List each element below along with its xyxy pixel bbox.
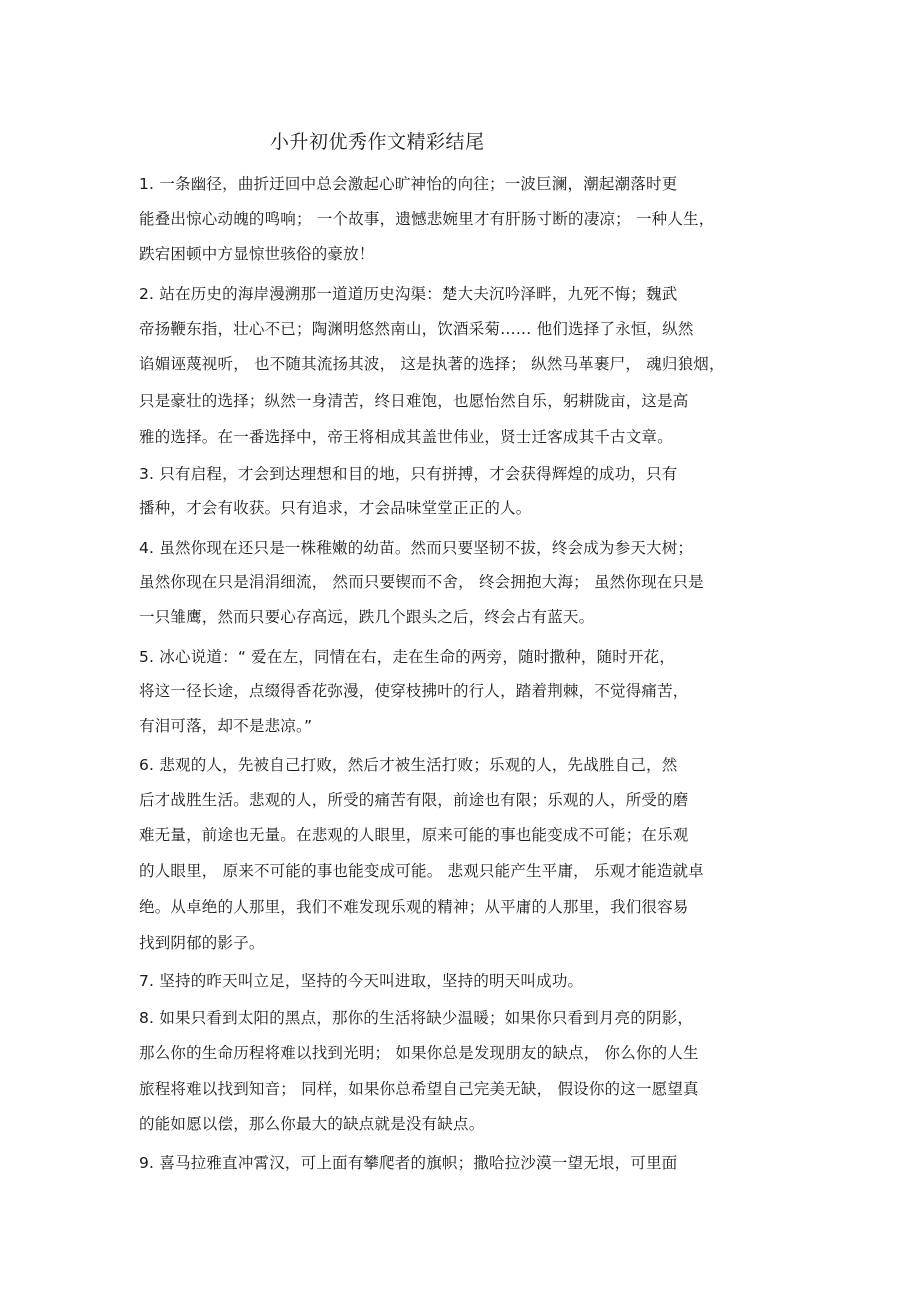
text-line: 后才战胜生活。悲观的人，所受的痛苦有限，前途也有限；乐观的人，所受的磨 <box>139 791 689 809</box>
text-line: 帝扬鞭东指，壮心不已；陶渊明悠然南山，饮酒采菊…… 他们选择了永恒，纵然 <box>139 320 694 338</box>
text-line: 1. 一条幽径，曲折迂回中总会激起心旷神怡的向往；一波巨澜，潮起潮落时更 <box>139 175 678 193</box>
text-line: 9. 喜马拉雅直冲霄汉，可上面有攀爬者的旗帜；撒哈拉沙漠一望无垠，可里面 <box>139 1154 678 1172</box>
text-line: 虽然你现在只是涓涓细流， 然而只要锲而不舍， 终会拥抱大海； 虽然你现在只是 <box>139 573 704 591</box>
text-line: 4. 虽然你现在还只是一株稚嫩的幼苗。然而只要坚韧不拔，终会成为参天大树； <box>139 539 694 557</box>
text-line: 只是豪壮的选择；纵然一身清苦，终日难饱，也愿怡然自乐，躬耕陇亩，这是高 <box>139 392 689 410</box>
text-line: 旅程将难以找到知音； 同样，如果你总希望自己完美无缺， 假设你的这一愿望真 <box>139 1080 699 1098</box>
text-line: 7. 坚持的昨天叫立足，坚持的今天叫进取，坚持的明天叫成功。 <box>139 972 584 990</box>
text-line: 的人眼里， 原来不可能的事也能变成可能。 悲观只能产生平庸， 乐观才能造就卓 <box>139 862 704 880</box>
text-line: 8. 如果只看到太阳的黑点，那你的生活将缺少温暖；如果你只看到月亮的阴影， <box>139 1009 694 1027</box>
text-line: 3. 只有启程，才会到达理想和目的地，只有拼搏，才会获得辉煌的成功，只有 <box>139 465 678 483</box>
text-line: 2. 站在历史的海岸漫溯那一道道历史沟渠：楚大夫沉吟泽畔，九死不悔；魏武 <box>139 285 678 303</box>
text-line: 一只雏鹰，然而只要心存高远，跌几个跟头之后，终会占有蓝天。 <box>139 608 595 626</box>
text-line: 将这一径长途，点缀得香花弥漫，使穿枝拂叶的行人，踏着荆棘，不觉得痛苦， <box>139 682 689 700</box>
text-line: 跌宕困顿中方显惊世骇俗的豪放！ <box>139 245 375 263</box>
text-line: 绝。从卓绝的人那里，我们不难发现乐观的精神；从平庸的人那里，我们很容易 <box>139 898 689 916</box>
text-line: 的能如愿以偿，那么你最大的缺点就是没有缺点。 <box>139 1115 485 1133</box>
text-line: 那么你的生命历程将难以找到光明； 如果你总是发现朋友的缺点， 你么你的人生 <box>139 1044 699 1062</box>
text-line: 5. 冰心说道：“ 爱在左，同情在右，走在生命的两旁，随时撒种，随时开花， <box>139 648 676 666</box>
text-line: 6. 悲观的人，先被自己打败，然后才被生活打败；乐观的人，先战胜自己，然 <box>139 756 678 774</box>
text-line: 谄媚诬蔑视听， 也不随其流扬其波， 这是执著的选择； 纵然马革裹尸， 魂归狼烟， <box>139 355 725 373</box>
text-line: 找到阴郁的影子。 <box>139 934 265 952</box>
text-line: 雅的选择。在一番选择中，帝王将相成其盖世伟业，贤士迁客成其千古文章。 <box>139 428 673 446</box>
text-line: 能叠出惊心动魄的鸣响； 一个故事，遗憾悲婉里才有肝肠寸断的凄凉； 一种人生， <box>139 210 715 228</box>
text-line: 难无量，前途也无量。在悲观的人眼里，原来可能的事也能变成不可能；在乐观 <box>139 826 689 844</box>
document-title: 小升初优秀作文精彩结尾 <box>270 131 485 153</box>
text-line: 有泪可落，却不是悲凉。” <box>139 717 313 735</box>
text-line: 播种，才会有收获。只有追求，才会品味堂堂正正的人。 <box>139 499 532 517</box>
